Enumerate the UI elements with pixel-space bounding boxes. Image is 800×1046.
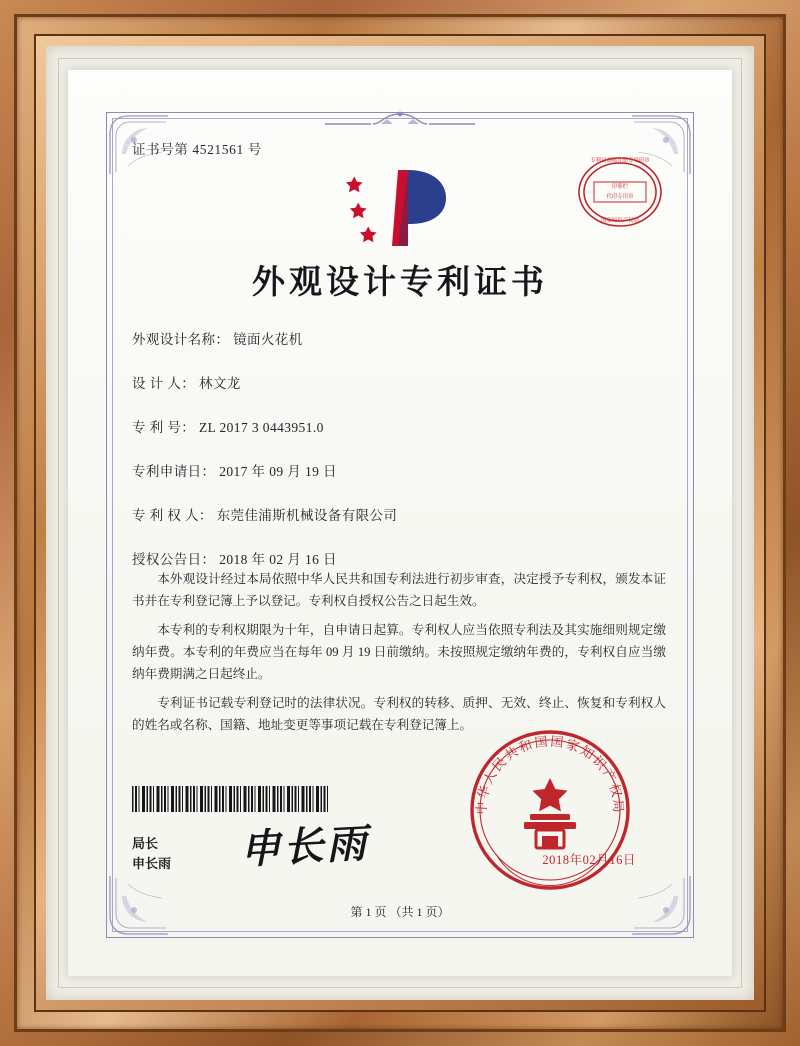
handwritten-signature: 申长雨 [239, 819, 371, 874]
field-key: 专 利 权 人： [132, 508, 213, 523]
field-key: 专利申请日： [132, 464, 216, 479]
field-value: 镜面火花机 [233, 332, 303, 347]
svg-text:国家知识产权局: 国家知识产权局 [601, 218, 639, 224]
svg-text:印鉴栏: 印鉴栏 [611, 184, 629, 190]
paragraph: 本外观设计经过本局依照中华人民共和国专利法进行初步审查，决定授予专利权，颁发本证书并在专利登记簿上予以登记。专利权自授权公告之日起生效。 [132, 572, 666, 608]
field-key: 外观设计名称： [132, 332, 230, 347]
paragraph: 专利证书记载专利登记时的法律状况。专利权的转移、质押、无效、终止、恢复和专利权人的姓名或名称、国籍、地址变更等事项记载在专利登记簿上。 [132, 696, 666, 732]
barcode [132, 786, 328, 812]
svg-text:中华人民共和国国家知识产权局: 中华人民共和国国家知识产权局 [474, 734, 626, 815]
signature-labels [132, 834, 171, 874]
field-value: 林文龙 [198, 376, 241, 391]
document-title: 外观设计专利证书 [252, 262, 548, 301]
legal-text-block [132, 568, 666, 743]
field-row [132, 372, 668, 392]
field-value: 2018 年 02 月 16 日 [219, 552, 337, 567]
field-row [132, 548, 668, 568]
stamp-date: 2018年02月16日 [542, 853, 636, 867]
director-title: 局长 [132, 836, 159, 851]
national-round-stamp [466, 726, 634, 894]
field-value: 2017 年 09 月 19 日 [219, 464, 337, 479]
field-list [132, 328, 668, 592]
field-value: 东莞佳浦斯机械设备有限公司 [216, 508, 398, 523]
sipo-logo-icon [346, 164, 454, 250]
director-name: 申长雨 [132, 856, 172, 871]
page-footer: 第 1 页 （共 1 页） [350, 905, 450, 919]
document-content [128, 138, 672, 920]
oval-red-stamp [574, 146, 666, 238]
field-row [132, 504, 668, 524]
svg-text:代印专用章: 代印专用章 [606, 194, 634, 200]
certificate-number: 证书号第 4521561 号 [132, 142, 262, 157]
top-ornament-icon [325, 110, 475, 128]
svg-text:专利局商标注册专用印章: 专利局商标注册专用印章 [590, 158, 650, 164]
field-row [132, 416, 668, 436]
field-value: ZL 2017 3 0443951.0 [198, 420, 324, 435]
field-key: 专 利 号： [132, 420, 196, 435]
certificate-document [68, 70, 732, 976]
field-row [132, 328, 668, 348]
paragraph: 本专利的专利权期限为十年，自申请日起算。专利权人应当依照专利法及其实施细则规定缴纳年费。本专利的年费应当在每年 09 月 19 日前缴纳。未按照规定缴纳年费的，专利权自应当缴纳年费期满之日起终止。 [132, 623, 666, 681]
field-key: 授权公告日： [132, 552, 216, 567]
field-row [132, 460, 668, 480]
field-key: 设 计 人： [132, 376, 196, 391]
